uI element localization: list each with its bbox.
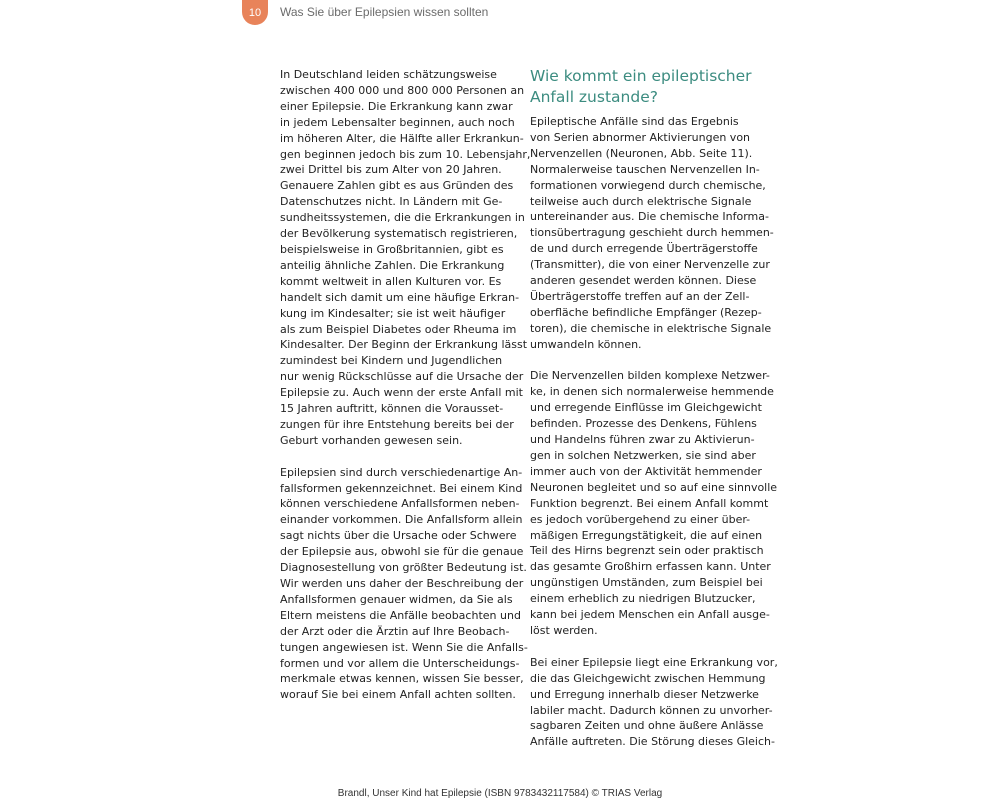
text-line: anteilig ähnliche Zahlen. Die Erkrankung <box>280 258 505 272</box>
text-line: Genauere Zahlen gibt es aus Gründen des <box>280 179 514 193</box>
text-line: formationen vorwiegend durch chemische, <box>530 178 766 192</box>
left-column <box>280 67 531 703</box>
text-line: zungen für ihre Entstehung bereits bei der <box>280 417 514 431</box>
text-line: Epileptische Anfälle sind das Ergebnis <box>530 115 739 128</box>
heading-line: Wie kommt ein epileptischer <box>530 67 752 85</box>
text-line: Geburt vorhanden gewesen sein. <box>280 433 463 447</box>
text-line: tionsübertragung geschieht durch hemmen- <box>530 226 774 240</box>
text-line: Datenschutzes nicht. In Ländern mit Ge- <box>280 195 503 209</box>
text-line: als zum Beispiel Diabetes oder Rheuma im <box>280 322 517 336</box>
text-line: einer Epilepsie. Die Erkrankung kann zwar <box>280 99 513 113</box>
text-line: nur wenig Rückschlüsse auf die Ursache der <box>280 370 524 384</box>
text-line: kann bei jedem Menschen ein Anfall ausge- <box>530 608 770 622</box>
text-line: beispielsweise in Großbritannien, gibt es <box>280 242 504 256</box>
text-line: gen beginnen jedoch bis zum 10. Lebensjahr, <box>280 147 531 161</box>
text-line: Anfallsformen genauer widmen, da Sie als <box>280 592 513 606</box>
paragraph-gap <box>530 639 762 655</box>
text-line: kung im Kindesalter; sie ist weit häufiger <box>280 306 506 320</box>
text-line: von Serien abnormer Aktivierungen von <box>530 130 751 144</box>
text-line: formen und vor allem die Unterscheidungs- <box>280 656 520 670</box>
text-line: der Bevölkerung systematisch registrieren, <box>280 227 518 241</box>
text-line: handelt sich damit um eine häufige Erkran- <box>280 290 520 304</box>
text-line: zwischen 400 000 und 800 000 Personen an <box>280 83 525 97</box>
text-line: ungünstigen Umständen, zum Beispiel bei <box>530 576 763 590</box>
text-line: zwei Drittel bis zum Alter von 20 Jahren. <box>280 163 502 177</box>
text-line: der Epilepsie aus, obwohl sie für die genaue <box>280 545 524 559</box>
text-line: 15 Jahren auftritt, können die Vorausset- <box>280 402 504 416</box>
text-line: und Handelns führen zwar zu Aktivierun- <box>530 433 755 447</box>
text-line: toren), die chemische in elektrische Signale <box>530 321 772 335</box>
page-number-badge: 10 <box>242 0 268 25</box>
footer-citation: Brandl, Unser Kind hat Epilepsie (ISBN 9783432117584) © TRIAS Verlag <box>337 788 663 799</box>
paragraph-gap <box>530 353 762 369</box>
text-line: Eltern meistens die Anfälle beobachten und <box>280 608 521 622</box>
text-line: und Erregung innerhalb dieser Netzwerke <box>530 687 759 701</box>
text-line: ke, in denen sich normalerweise hemmende <box>530 385 774 399</box>
text-line: merkmale etwas kennen, wissen Sie besser, <box>280 672 524 686</box>
text-line: das gesamte Großhirn erfassen kann. Unter <box>530 560 771 574</box>
text-line: untereinander aus. Die chemische Informa- <box>530 210 769 224</box>
text-line: (Transmitter), die von einer Nervenzelle zur <box>530 258 770 272</box>
text-line: anderen gesendet werden können. Diese <box>530 274 757 288</box>
text-line: immer auch von der Aktivität hemmender <box>530 464 762 478</box>
text-line: umwandeln können. <box>530 337 642 351</box>
text-line: In Deutschland leiden schätzungsweise <box>280 68 497 81</box>
text-line: worauf Sie bei einem Anfall achten sollten. <box>280 688 516 702</box>
text-line: befinden. Prozesse des Denkens, Fühlens <box>530 417 757 431</box>
text-line: tungen angewiesen ist. Wenn Sie die Anfalls- <box>280 640 528 654</box>
text-line: einem erheblich zu niedrigen Blutzucker, <box>530 592 756 606</box>
text-line: in jedem Lebensalter beginnen, auch noch <box>280 115 515 129</box>
text-line: oberfläche befindliche Empfänger (Rezep- <box>530 305 762 319</box>
text-line: Epilepsie zu. Auch wenn der erste Anfall mit <box>280 386 523 400</box>
text-line: und erregende Einflüsse im Gleichgewicht <box>530 401 762 415</box>
text-line: zumindest bei Kindern und Jugendlichen <box>280 354 503 368</box>
paragraph-gap <box>280 449 510 465</box>
text-line: teilweise auch durch elektrische Signale <box>530 194 752 208</box>
text-line: Anfälle auftreten. Die Störung dieses Gleich- <box>530 735 775 749</box>
text-line: löst werden. <box>530 623 598 637</box>
text-line: Bei einer Epilepsie liegt eine Erkrankung vor, <box>530 655 778 669</box>
text-line: Nervenzellen (Neuronen, Abb. Seite 11). <box>530 146 753 160</box>
text-line: labiler macht. Dadurch können zu unvorher- <box>530 703 773 717</box>
text-line: mäßigen Erregungstätigkeit, die auf einen <box>530 528 763 542</box>
text-line: de und durch erregende Überträgerstoffe <box>530 242 758 256</box>
text-line: Funktion begrenzt. Bei einem Anfall kommt <box>530 496 769 510</box>
text-line: Diagnosestellung von größter Bedeutung ist. <box>280 561 527 575</box>
text-line: kommt weltweit in allen Kulturen vor. Es <box>280 274 502 288</box>
text-line: einander vorkommen. Die Anfallsform allein <box>280 513 523 527</box>
text-line: Kindesalter. Der Beginn der Erkrankung lässt <box>280 338 528 352</box>
text-line: es jedoch vorübergehend zu einer über- <box>530 512 751 526</box>
text-line: sagt nichts über die Ursache oder Schwere <box>280 529 517 543</box>
text-line: im höheren Alter, die Hälfte aller Erkrankun- <box>280 131 524 145</box>
text-line: sundheitssystemen, die die Erkrankungen in <box>280 211 525 225</box>
text-line: Wir werden uns daher der Beschreibung der <box>280 576 524 590</box>
text-line: gen in solchen Netzwerken, sie sind aber <box>530 449 756 463</box>
text-line: Normalerweise tauschen Nervenzellen In- <box>530 162 760 176</box>
text-line: sagbaren Zeiten und ohne äußere Anlässe <box>530 719 764 733</box>
running-title: Was Sie über Epilepsien wissen sollten <box>280 5 489 19</box>
section-heading <box>530 66 752 108</box>
text-line: die das Gleichgewicht zwischen Hemmung <box>530 671 766 685</box>
text-line: fallsformen gekennzeichnet. Bei einem Kind <box>280 481 523 495</box>
text-line: Überträgerstoffe treffen auf an der Zell- <box>530 289 750 303</box>
right-column <box>530 114 778 750</box>
text-line: Neuronen begleitet und so auf eine sinnvolle <box>530 480 778 494</box>
text-line: Teil des Hirns begrenzt sein oder praktisch <box>530 544 764 558</box>
heading-line: Anfall zustande? <box>530 88 658 106</box>
text-line: Die Nervenzellen bilden komplexe Netzwer- <box>530 369 770 383</box>
text-line: der Arzt oder die Ärztin auf Ihre Beobach- <box>280 624 510 638</box>
text-line: können verschiedene Anfallsformen neben- <box>280 497 520 511</box>
text-line: Epilepsien sind durch verschiedenartige An- <box>280 465 523 479</box>
